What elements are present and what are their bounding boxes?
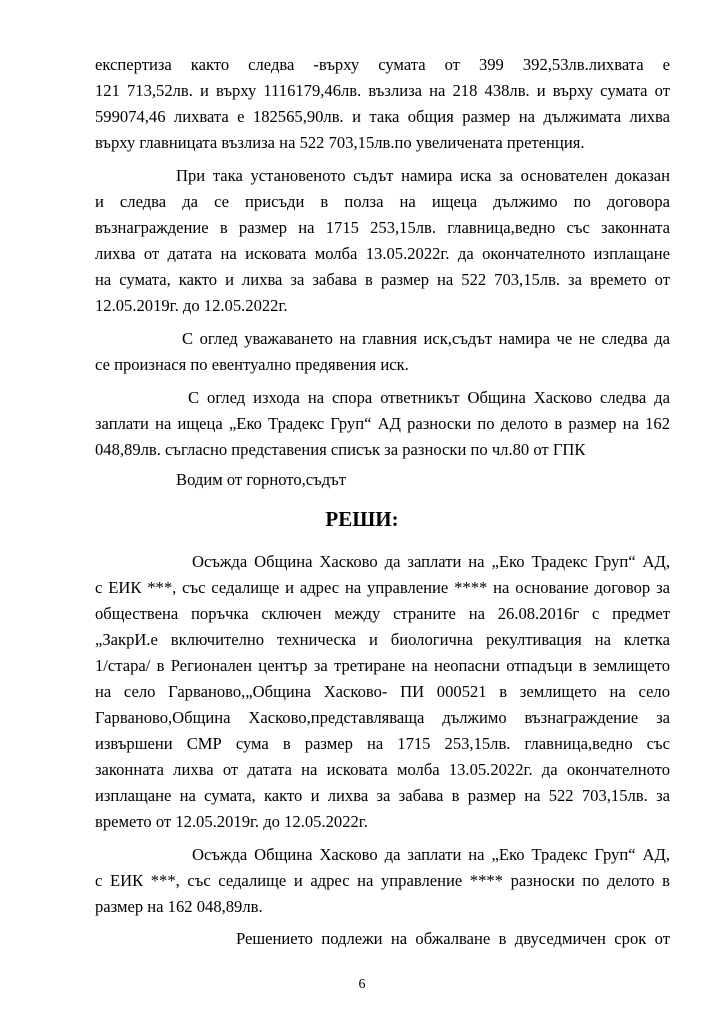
paragraph-line: „ЗакрИ.е включително техническа и биологична рекултивация на клетка (95, 630, 670, 649)
paragraph-line: заплати на ищеца „Еко Традекс Груп“ АД разноски по делото в размер на 162 (95, 414, 670, 433)
paragraph-line: При така установеното съдът намира иска за основателен доказан (176, 166, 670, 185)
paragraph-line: Осъжда Община Хасково да заплати на „Еко Традекс Груп“ АД, (192, 845, 670, 864)
paragraph-line: С оглед уважаването на главния иск,съдът намира че не следва да (182, 329, 670, 348)
paragraph-line: възнаграждение в размер на 1715 253,15лв. главница,ведно със законната (95, 218, 670, 237)
paragraph-line: Гарваново,Община Хасково,представляваща дължимо възнаграждение за (95, 708, 670, 727)
paragraph-line: на сумата, както и лихва за забава в размер на 522 703,15лв. за времето от (95, 270, 670, 289)
paragraph-line: обществена поръчка сключен между страните на 26.08.2016г с предмет (95, 604, 670, 623)
page-number: 6 (358, 977, 366, 992)
paragraph-line: на село Гарваново,„Община Хасково- ПИ 000521 в землището на село (95, 682, 670, 701)
paragraph-line: 599074,46 лихвата е 182565,90лв. и така общия размер на дължимата лихва (95, 107, 670, 126)
paragraph-line: с ЕИК ***, със седалище и адрес на управление **** на основание договор за (95, 578, 670, 597)
paragraph-line: времето от 12.05.2019г. до 12.05.2022г. (95, 812, 368, 831)
ruling-heading: РЕШИ: (325, 507, 399, 531)
paragraph-line: изплащане на сумата, както и лихва за забава в размер на 522 703,15лв. за (95, 786, 670, 805)
paragraph-line: С оглед изхода на спора ответникът Община Хасково следва да (188, 388, 670, 407)
paragraph-line: 048,89лв. съгласно представения списък за разноски по чл.80 от ГПК (95, 440, 586, 459)
paragraph-line: Осъжда Община Хасково да заплати на „Еко Традекс Груп“ АД, (192, 552, 670, 571)
paragraph-line: 1/стара/ в Регионален център за третиране на неопасни отпадъци в землището (95, 656, 670, 675)
paragraph-line: Водим от горното,съдът (176, 470, 346, 489)
paragraph-line: върху главницата възлиза на 522 703,15лв.по увеличената претенция. (95, 133, 585, 152)
paragraph-line: размер на 162 048,89лв. (95, 897, 263, 916)
paragraph-line: и следва да се присъди в полза на ищеца дължимо по договора (95, 192, 670, 211)
paragraph-line: законната лихва от датата на исковата молба 13.05.2022г. да окончателното (95, 760, 670, 779)
paragraph-line: експертиза както следва -върху сумата от 399 392,53лв.лихвата е (95, 55, 670, 74)
paragraph-line: 121 713,52лв. и върху 1116179,46лв. възлиза на 218 438лв. и върху сумата от (95, 81, 670, 100)
paragraph-line: се произнася по евентуално предявения иск. (95, 355, 409, 374)
paragraph-line: извършени СМР сума в размер на 1715 253,15лв. главница,ведно със (95, 734, 670, 753)
paragraph-line: с ЕИК ***, със седалище и адрес на управление **** разноски по делото в (95, 871, 670, 890)
paragraph-line: 12.05.2019г. до 12.05.2022г. (95, 296, 288, 315)
paragraph-line: Решението подлежи на обжалване в двуседмичен срок от (236, 929, 670, 948)
paragraph-line: лихва от датата на исковата молба 13.05.2022г. да окончателното изплащане (95, 244, 670, 263)
